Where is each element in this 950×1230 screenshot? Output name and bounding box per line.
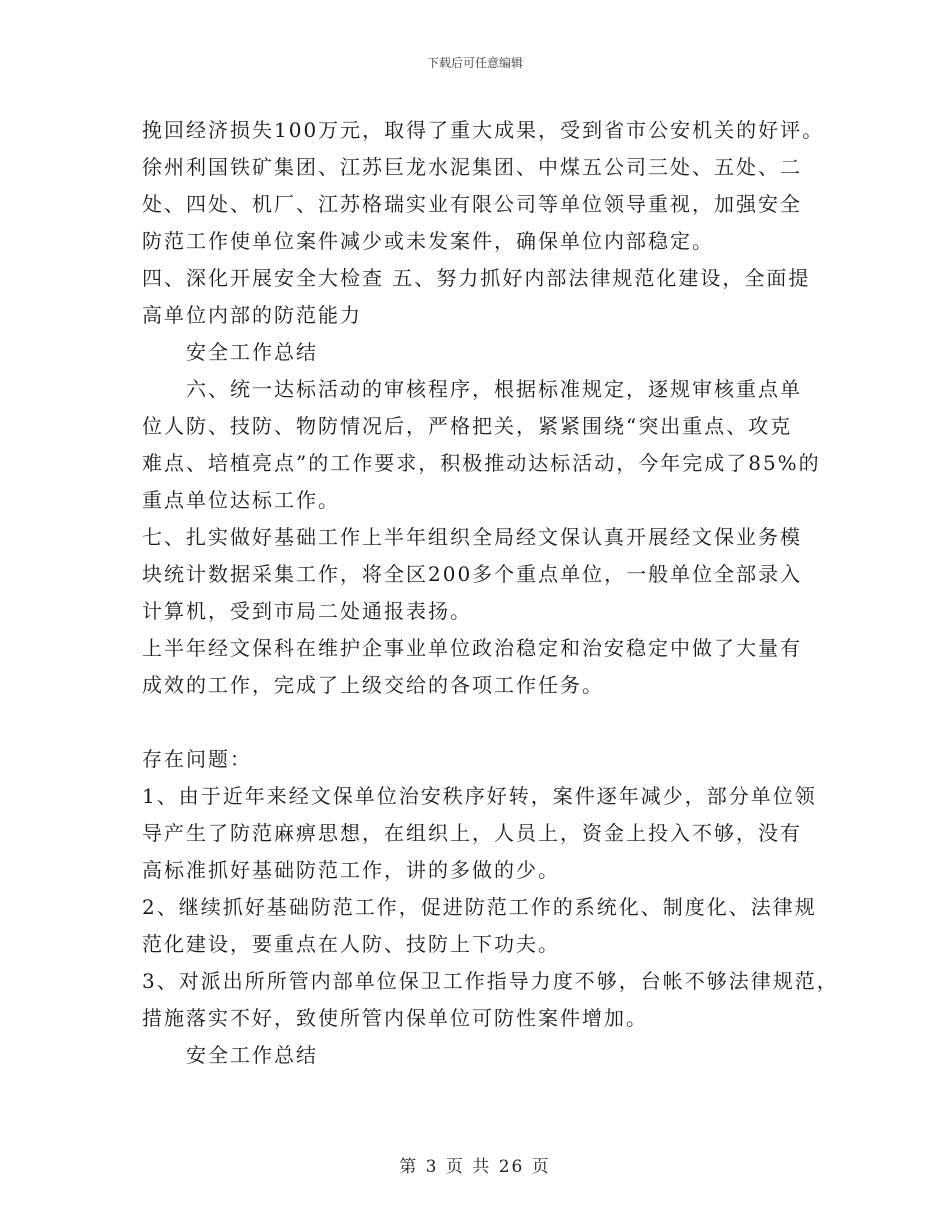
- section-title: 安全工作总结: [186, 1043, 318, 1067]
- text-line: 高标准抓好基础防范工作，讲的多做的少。: [142, 858, 560, 882]
- document-body: [142, 112, 839, 1074]
- text-line: 位人防、技防、物防情况后，严格把关，紧紧围绕“突出重点、攻克: [142, 414, 793, 438]
- text-line: 计算机，受到市局二处通报表扬。: [142, 599, 472, 623]
- text-line: 上半年经文保科在维护企事业单位政治稳定和治安稳定中做了大量有: [142, 636, 802, 660]
- text-line: 导产生了防范麻痹思想，在组织上，人员上，资金上投入不够，没有: [142, 821, 802, 845]
- section-title: 安全工作总结: [186, 340, 318, 364]
- text-line: 块统计数据采集工作，将全区200多个重点单位，一般单位全部录入: [142, 562, 803, 586]
- page-header: 下载后可任意编辑: [426, 56, 523, 70]
- section-heading: 存在问题：: [142, 747, 252, 771]
- text-line: 徐州利国铁矿集团、江苏巨龙水泥集团、中煤五公司三处、五处、二: [142, 155, 802, 179]
- text-line: 1、由于近年来经文保单位治安秩序好转，案件逐年减少，部分单位领: [142, 784, 817, 808]
- blank-line: [142, 704, 832, 741]
- text-line: 七、扎实做好基础工作上半年组织全局经文保认真开展经文保业务模: [142, 525, 802, 549]
- text-line: 措施落实不好，致使所管内保单位可防性案件增加。: [142, 1006, 648, 1030]
- text-line: 防范工作使单位案件减少或未发案件，确保单位内部稳定。: [142, 229, 714, 253]
- text-line: 处、四处、机厂、江苏格瑞实业有限公司等单位领导重视，加强安全: [142, 192, 802, 216]
- page-footer: 第 3 页 共 26 页: [399, 1157, 551, 1177]
- text-line: 六、统一达标活动的审核程序，根据标准规定，逐规审核重点单: [186, 377, 802, 401]
- text-line: 3、对派出所所管内部单位保卫工作指导力度不够，台帐不够法律规范，: [142, 969, 839, 993]
- text-line: 重点单位达标工作。: [142, 488, 340, 512]
- text-line: 四、深化开展安全大检查 五、努力抓好内部法律规范化建设，全面提: [142, 266, 811, 290]
- text-line: 高单位内部的防范能力: [142, 303, 362, 327]
- text-line: 范化建设，要重点在人防、技防上下功夫。: [142, 932, 560, 956]
- text-line: 难点、培植亮点”的工作要求，积极推动达标活动，今年完成了85%的: [142, 451, 821, 475]
- text-line: 成效的工作，完成了上级交给的各项工作任务。: [142, 673, 604, 697]
- text-line: 2、继续抓好基础防范工作，促进防范工作的系统化、制度化、法律规: [142, 895, 817, 919]
- text-line: 挽回经济损失100万元，取得了重大成果，受到省市公安机关的好评。: [142, 118, 825, 142]
